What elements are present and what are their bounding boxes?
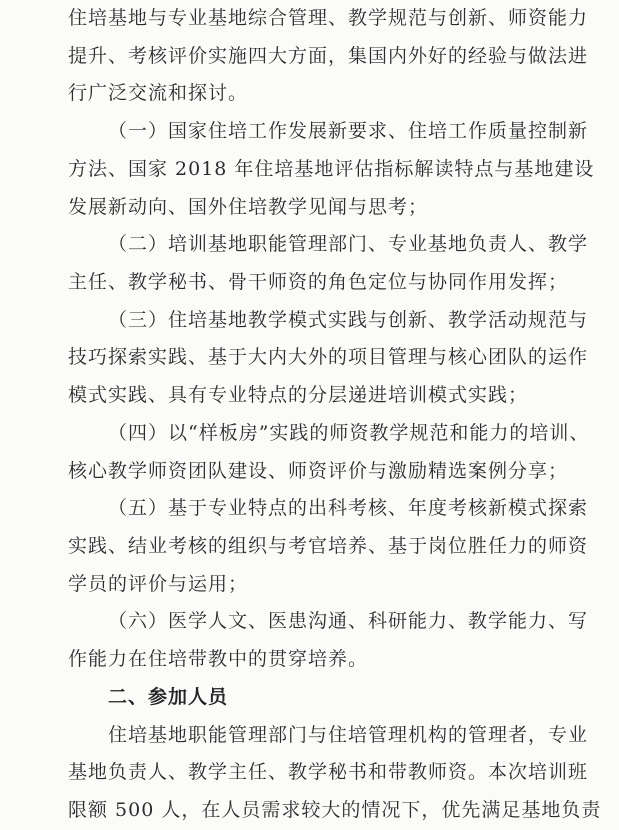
text-line: 学员的评价与运用； — [68, 573, 249, 595]
text-line: （三）住培基地教学模式实践与创新、教学活动规范与 — [108, 309, 589, 331]
text-line: 提升、考核评价实施四大方面，集国内外好的经验与做法进 — [68, 45, 589, 67]
text-line: 限额 500 人，在人员需求较大的情况下，优先满足基地负责 — [68, 799, 602, 821]
text-line: 方法、国家 2018 年住培基地评估指标解读特点与基地建设 — [68, 158, 595, 180]
text-line: 模式实践、具有专业特点的分层递进培训模式实践； — [68, 384, 529, 406]
text-line: 主任、教学秘书、骨干师资的角色定位与协同作用发挥； — [68, 271, 569, 293]
text-line: 行广泛交流和探讨。 — [68, 82, 249, 104]
text-line: （二）培训基地职能管理部门、专业基地负责人、教学 — [108, 233, 589, 255]
text-line: （六）医学人文、医患沟通、科研能力、教学能力、写 — [108, 610, 589, 632]
text-line: （一）国家住培工作发展新要求、住培工作质量控制新 — [108, 120, 589, 142]
text-line: 住培基地与专业基地综合管理、教学规范与创新、师资能力 — [68, 7, 589, 29]
text-line: （四）以“样板房”实践的师资教学规范和能力的培训、 — [108, 422, 590, 444]
text-line: 实践、结业考核的组织与考官培养、基于岗位胜任力的师资 — [68, 535, 589, 557]
text-line: 核心教学师资团队建设、师资评价与激励精选案例分享； — [68, 460, 569, 482]
text-line: 基地负责人、教学主任、教学秘书和带教师资。本次培训班 — [68, 761, 589, 783]
text-line: （五）基于专业特点的出科考核、年度考核新模式探索 — [108, 497, 589, 519]
text-line: 住培基地职能管理部门与住培管理机构的管理者，专业 — [108, 724, 589, 746]
text-line: 技巧探索实践、基于大内大外的项目管理与核心团队的运作 — [68, 346, 589, 368]
text-line: 作能力在住培带教中的贯穿培养。 — [68, 648, 369, 670]
section-heading: 二、参加人员 — [108, 686, 229, 708]
text-line: 发展新动向、国外住培教学见闻与思考； — [68, 196, 429, 218]
